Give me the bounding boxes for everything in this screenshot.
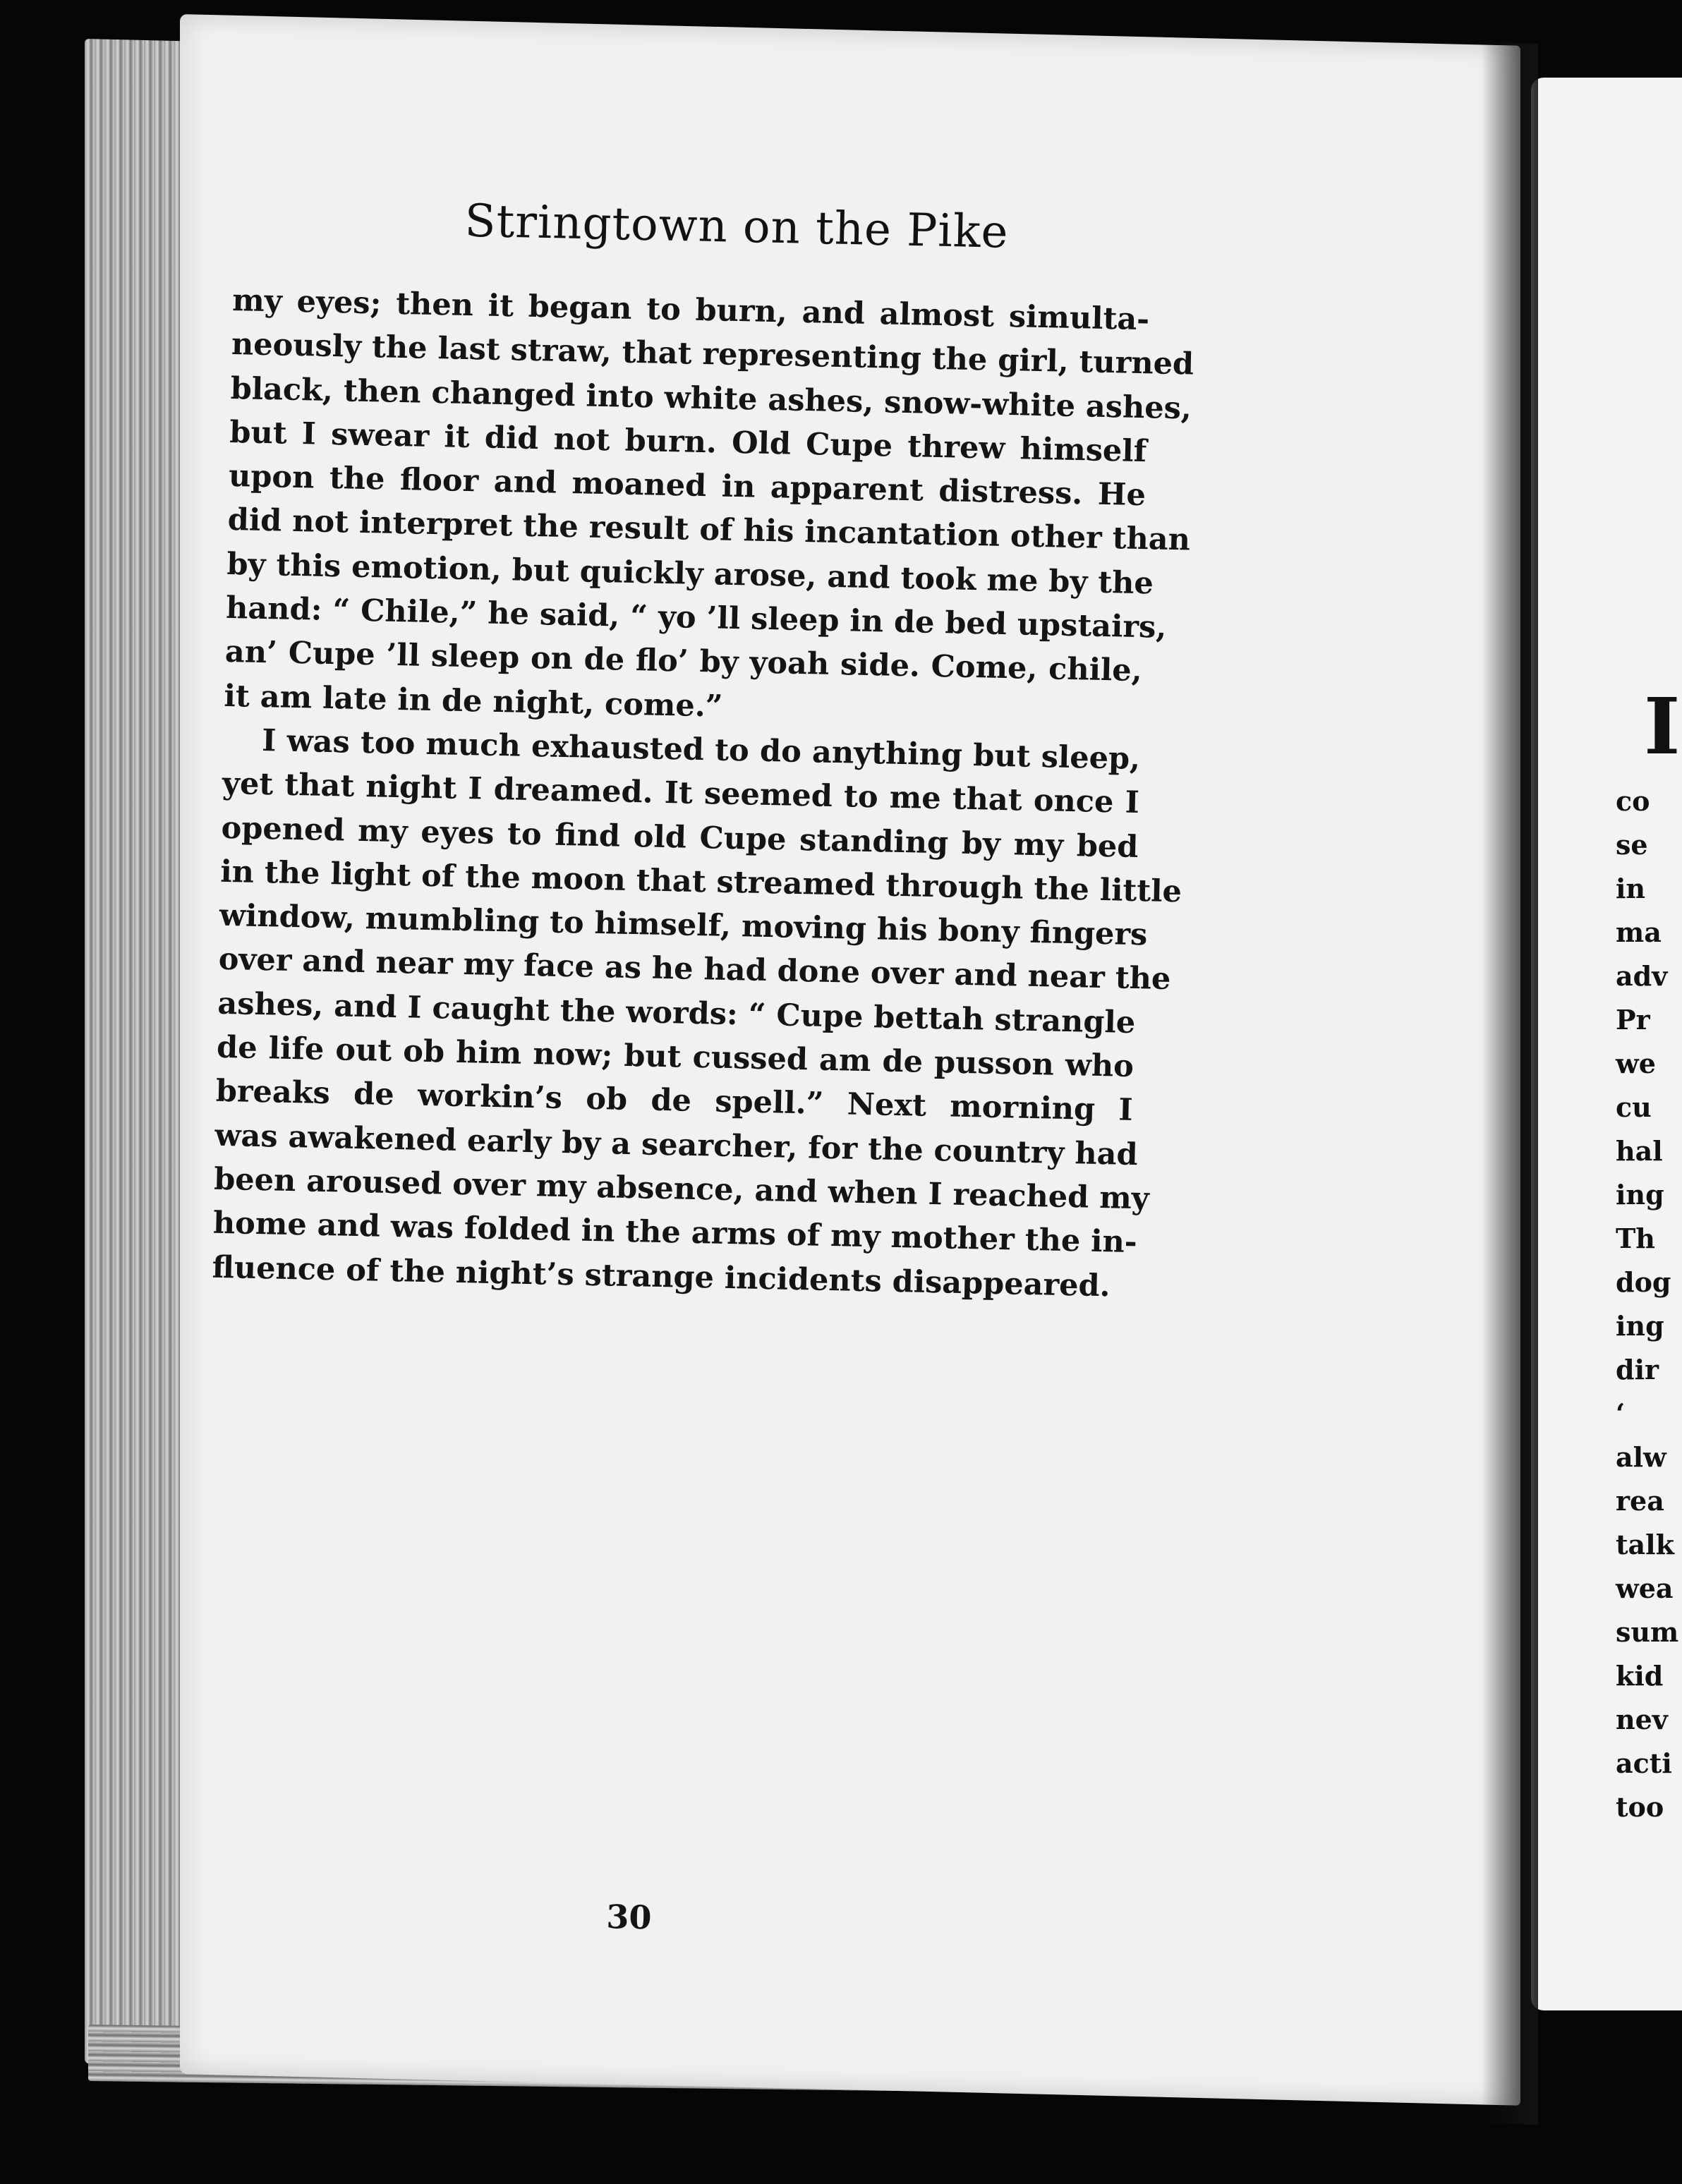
facing-page-line-fragment: se <box>1616 829 1648 861</box>
body-text <box>212 279 1194 1309</box>
facing-page-line-fragment: adv <box>1616 960 1668 992</box>
facing-page-text-fragments <box>1616 779 1682 1829</box>
text-line: home and was folded in the arms of my mother the in- <box>212 1205 1138 1261</box>
text-line: window, mumbling to himself, moving his bony fingers <box>219 897 1148 953</box>
gutter-shadow <box>1482 42 1538 2125</box>
text-line: an’ Cupe ’ll sleep on de flo’ by yoah side. Come, chile, <box>224 634 1143 689</box>
facing-page-line-fragment: Pr <box>1616 1004 1650 1036</box>
page-number: 30 <box>605 1898 653 1937</box>
text-line: in the light of the moon that streamed through the little <box>219 854 1182 910</box>
facing-page-line-fragment: talk <box>1616 1529 1674 1560</box>
facing-page-line-fragment: dir <box>1616 1354 1659 1385</box>
facing-page-line-fragment: dog <box>1616 1266 1671 1298</box>
facing-page-line-fragment: in <box>1616 873 1646 904</box>
facing-page-line-fragment: kid <box>1616 1660 1664 1692</box>
facing-page-line-fragment: acti <box>1616 1747 1672 1779</box>
facing-page-line-fragment: ing <box>1616 1310 1664 1342</box>
facing-page-line-fragment: ‘ <box>1616 1397 1626 1429</box>
facing-page-line-fragment: co <box>1616 785 1650 817</box>
text-line: it am late in de night, come.” <box>224 678 723 724</box>
text-line: black, then changed into white ashes, snow-white ashes, <box>230 370 1192 427</box>
text-line: yet that night I dreamed. It seemed to me that once I <box>222 766 1140 821</box>
facing-page-line-fragment: alw <box>1616 1441 1666 1473</box>
facing-page-line-fragment: ing <box>1616 1179 1664 1211</box>
text-line: breaks de workin’s ob de spell.” Next morning I <box>215 1074 1134 1129</box>
text-line: ashes, and I caught the words: “ Cupe bettah strangle <box>217 985 1136 1041</box>
facing-page-drop-cap: I <box>1644 681 1681 772</box>
text-line: was awakened early by a searcher, for the country had <box>214 1117 1139 1172</box>
text-line: been aroused over my absence, and when I reached my <box>213 1161 1150 1217</box>
facing-page-line-fragment: nev <box>1616 1704 1668 1735</box>
text-line: de life out ob him now; but cussed am de pusson who <box>216 1029 1135 1085</box>
text-line: hand: “ Chile,” he said, “ yo ’ll sleep in de bed upstairs, <box>225 590 1167 645</box>
text-line: fluence of the night’s strange incidents disappeared. <box>212 1249 1111 1304</box>
text-line: neously the last straw, that representing the girl, turned <box>231 327 1194 382</box>
facing-page-line-fragment: we <box>1616 1048 1656 1079</box>
text-line: over and near my face as he had done over and near the <box>218 942 1171 997</box>
facing-page-line-fragment: sum <box>1616 1616 1679 1648</box>
facing-page-line-fragment: wea <box>1616 1572 1674 1604</box>
facing-page-line-fragment: Th <box>1616 1223 1655 1254</box>
facing-page-line-fragment: cu <box>1616 1091 1652 1123</box>
facing-page-line-fragment: too <box>1616 1791 1664 1823</box>
text-line: I was too much exhausted to do anything but sleep, <box>261 722 1141 777</box>
facing-page-line-fragment: ma <box>1616 916 1662 948</box>
facing-page-line-fragment: rea <box>1616 1485 1664 1517</box>
running-head: Stringtown on the Pike <box>464 195 1010 259</box>
text-line: but I swear it did not burn. Old Cupe threw himself <box>229 414 1147 470</box>
text-line: by this emotion, but quickly arose, and took me by the <box>226 546 1154 602</box>
text-line: did not interpret the result of his incantation other than <box>227 502 1191 558</box>
text-line: opened my eyes to find old Cupe standing by my bed <box>221 810 1139 865</box>
facing-page-line-fragment: hal <box>1616 1135 1663 1167</box>
text-line: my eyes; then it began to burn, and almost simulta- <box>231 282 1150 338</box>
text-line: upon the floor and moaned in apparent distress. He <box>228 459 1146 514</box>
